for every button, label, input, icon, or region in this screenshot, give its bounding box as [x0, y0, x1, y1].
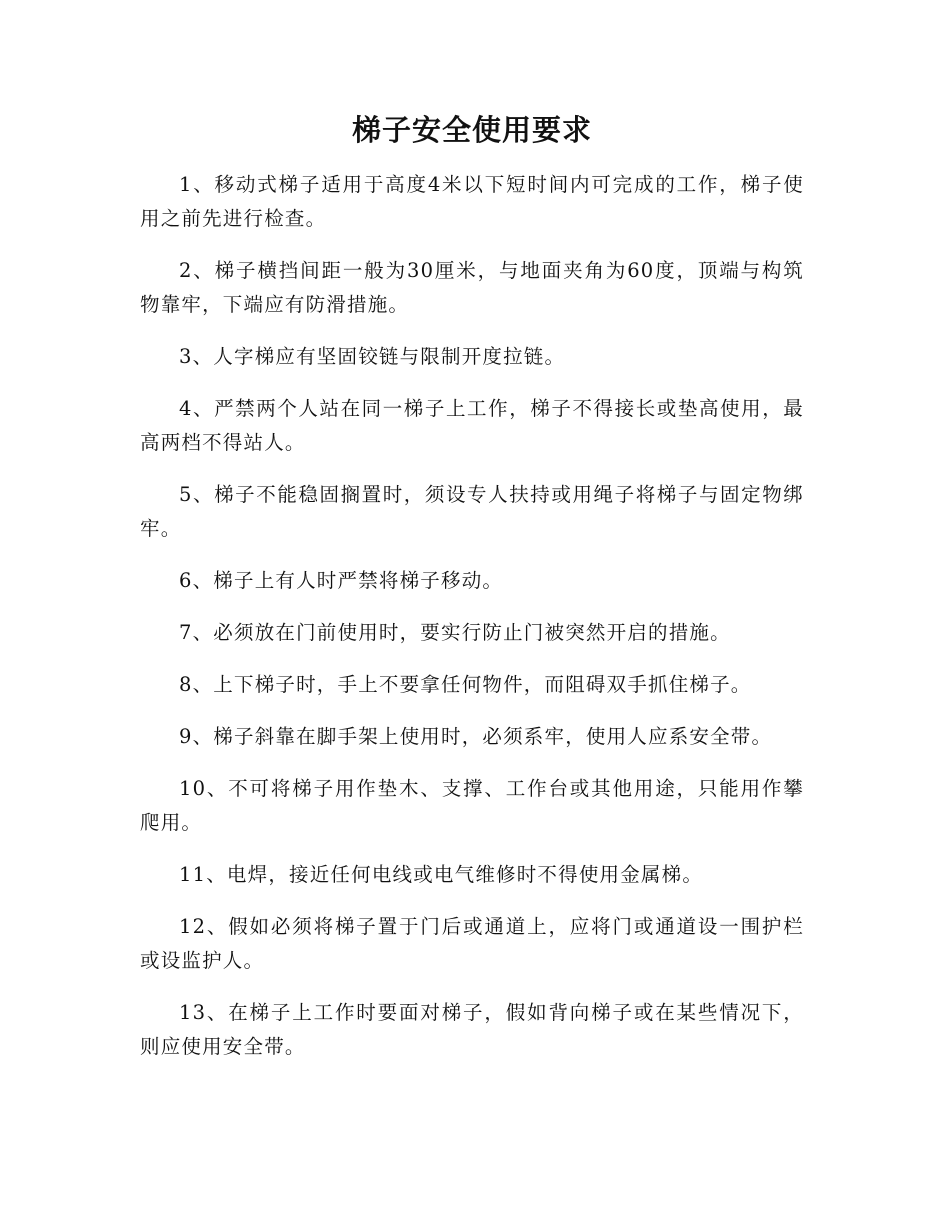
rule-item-7: 7、必须放在门前使用时，要实行防止门被突然开启的措施。 [179, 621, 731, 644]
rule-item-8: 8、上下梯子时，手上不要拿任何物件，而阻碍双手抓住梯子。 [179, 673, 752, 696]
rule-item-10: 10、不可将梯子用作垫木、支撑、工作台或其他用途，只能用作攀爬用。 [140, 777, 804, 834]
document-title: 梯子安全使用要求 [351, 113, 592, 147]
document-page [140, 110, 804, 1082]
rule-item-12: 12、假如必须将梯子置于门后或通道上，应将门或通道设一围护栏或设监护人。 [140, 915, 804, 972]
rule-item-11: 11、电焊，接近任何电线或电气维修时不得使用金属梯。 [179, 863, 704, 886]
rule-item-13: 13、在梯子上工作时要面对梯子，假如背向梯子或在某些情况下，则应使用安全带。 [140, 1001, 804, 1058]
rule-item-4: 4、严禁两个人站在同一梯子上工作，梯子不得接长或垫高使用，最高两档不得站人。 [140, 397, 804, 454]
rule-item-3: 3、人字梯应有坚固铰链与限制开度拉链。 [179, 345, 566, 368]
rule-item-6: 6、梯子上有人时严禁将梯子移动。 [179, 569, 504, 592]
rule-item-5: 5、梯子不能稳固搁置时，须设专人扶持或用绳子将梯子与固定物绑牢。 [140, 483, 804, 540]
rule-item-2: 2、梯子横挡间距一般为30厘米，与地面夹角为60度，顶端与构筑物靠牢，下端应有防滑措施。 [140, 259, 804, 316]
rule-item-1: 1、移动式梯子适用于高度4米以下短时间内可完成的工作，梯子使用之前先进行检查。 [140, 173, 804, 230]
rule-item-9: 9、梯子斜靠在脚手架上使用时，必须系牢，使用人应系安全带。 [179, 725, 773, 748]
